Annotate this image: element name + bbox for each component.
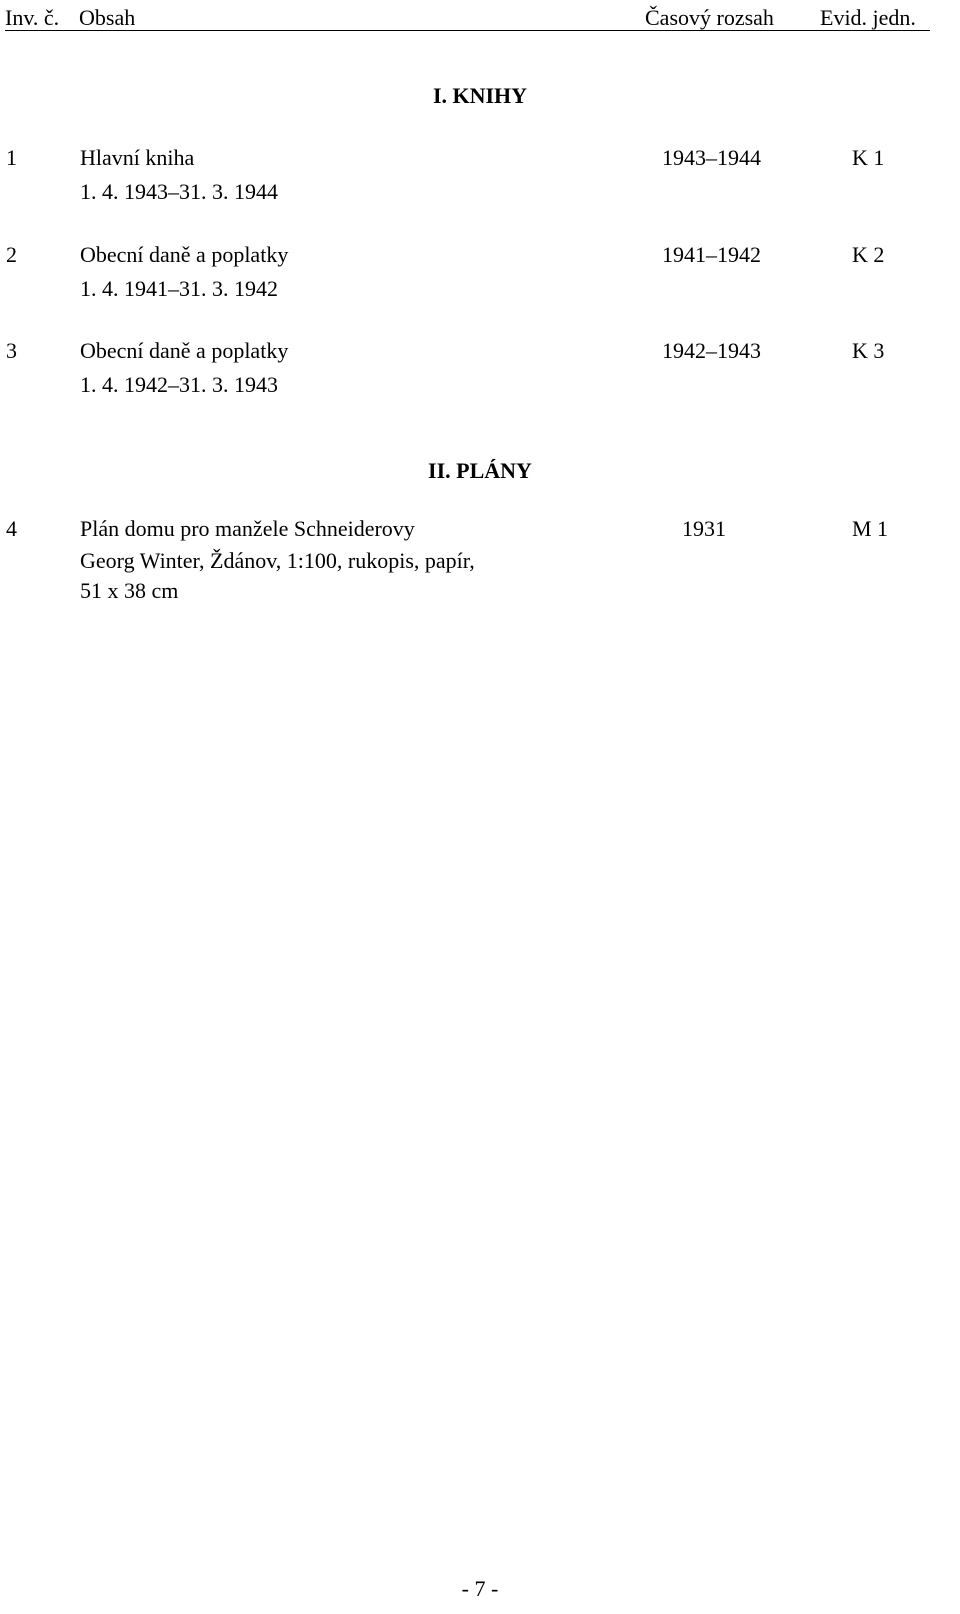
entry-title: Obecní daně a poplatky — [80, 242, 289, 267]
entry-title: Obecní daně a poplatky — [80, 338, 289, 363]
page-number: - 7 - — [461, 1576, 499, 1601]
entry-detail: 1. 4. 1942–31. 3. 1943 — [80, 372, 278, 397]
entry-time-range: 1941–1942 — [662, 242, 761, 267]
entry-time-range: 1943–1944 — [662, 145, 761, 170]
entry-title: Plán domu pro manžele Schneiderovy — [80, 516, 415, 541]
entry-record-unit: K 2 — [852, 242, 885, 267]
entry-record-unit: K 1 — [852, 145, 885, 170]
section-title-knihy: I. KNIHY — [432, 83, 528, 108]
entry-title: Hlavní kniha — [80, 145, 195, 170]
entry-record-unit: M 1 — [852, 516, 889, 541]
entry-number: 3 — [6, 338, 17, 363]
entry-number: 4 — [6, 516, 17, 541]
header-record-unit: Evid. jedn. — [820, 5, 916, 30]
entry-number: 2 — [6, 242, 17, 267]
header-time-range: Časový rozsah — [645, 5, 774, 30]
header-content: Obsah — [79, 5, 136, 30]
entry-detail: 1. 4. 1941–31. 3. 1942 — [80, 276, 278, 301]
entry-detail: 1. 4. 1943–31. 3. 1944 — [80, 179, 278, 204]
entry-time-range: 1931 — [682, 516, 726, 541]
entry-detail: Georg Winter, Ždánov, 1:100, rukopis, papír, — [80, 548, 475, 573]
entry-time-range: 1942–1943 — [662, 338, 761, 363]
entry-number: 1 — [6, 145, 17, 170]
column-header — [5, 4, 930, 31]
entry-detail: 51 x 38 cm — [80, 578, 179, 603]
header-inv-number: Inv. č. — [5, 5, 60, 30]
section-title-plany: II. PLÁNY — [428, 458, 532, 483]
entry-record-unit: K 3 — [852, 338, 885, 363]
